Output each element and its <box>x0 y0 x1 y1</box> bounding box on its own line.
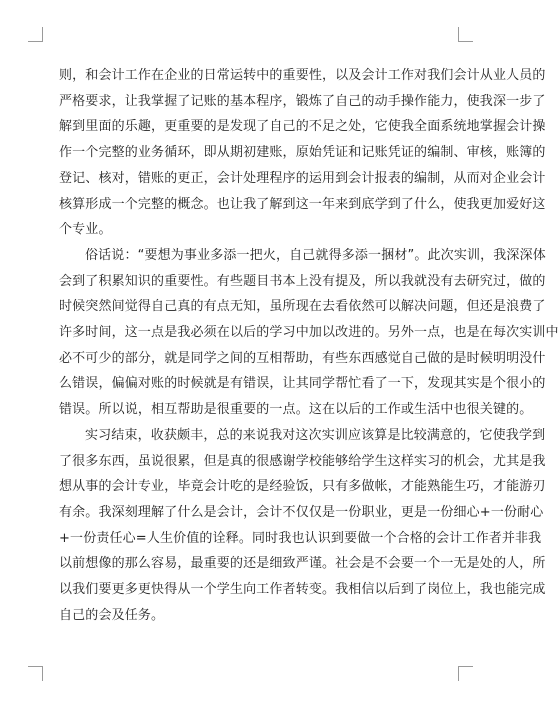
text-line: 核算形成一个完整的概念。也让我了解到这一年来到底学到了什么，使我更加爱好这 <box>59 196 546 212</box>
text-line: 实习结束，收获颇丰，总的来说我对这次实训应该算是比较满意的，它使我学到 <box>85 427 546 443</box>
paragraph-3 <box>59 423 546 629</box>
text-line: 时候突然间觉得自己真的有点无知，虽所现在去看依然可以解决问题，但还是浪费了 <box>59 299 546 315</box>
text-line: 了很多东西，虽说很累，但是真的很感谢学校能够给学生这样实习的机会，尤其是我 <box>59 453 546 469</box>
text-line: 许多时间，这一点是我必须在以后的学习中加以改进的。另外一点，也是在每次实训中 <box>59 325 559 341</box>
body-text <box>59 63 559 628</box>
text-line: 必不可少的部分，就是同学之间的互相帮助，有些东西感觉自己做的是时候明明没什 <box>59 350 546 366</box>
paragraph-2 <box>59 243 559 423</box>
text-line: 有余。我深刻理解了什么是会计，会计不仅仅是一份职业，更是一份细心+一份耐心 <box>59 504 544 520</box>
text-line: 个专业。 <box>59 222 112 238</box>
text-line: 登记、核对，错账的更正，会计处理程序的运用到会计报表的编制，从而对企业会计 <box>59 170 546 186</box>
text-line: 则，和会计工作在企业的日常运转中的重要性，以及会计工作对我们会计从业人员的 <box>59 68 546 83</box>
text-line: 错误。所以说，相互帮助是很重要的一点。这在以后的工作或生活中也很关键的。 <box>59 402 533 418</box>
text-line: 么错误，偏偏对账的时候就是有错误，让其同学帮忙看了一下，发现其实是个很小的 <box>59 376 546 392</box>
text-line: 严格要求，让我掌握了记账的基本程序，锻炼了自己的动手操作能力，使我深一步了 <box>59 93 546 109</box>
text-line: 作一个完整的业务循环，即从期初建账，原始凭证和记账凭证的编制、审核，账簿的 <box>59 145 546 161</box>
text-line: 想从事的会计专业，毕竟会计吃的是经验饭，只有多做帐，才能熟能生巧，才能游刃 <box>59 479 546 495</box>
crop-mark-bottom-right <box>458 666 473 681</box>
crop-mark-top-left <box>28 27 43 42</box>
text-line: 解到里面的乐趣，更重要的是发现了自己的不足之处，它使我全面系统地掌握会计操 <box>59 119 546 135</box>
crop-mark-top-right <box>458 27 473 42</box>
crop-mark-bottom-left <box>28 666 43 681</box>
text-line: 以我们要更多更快得从一个学生向工作者转变。我相信以后到了岗位上，我也能完成 <box>59 582 546 598</box>
text-line: 自己的会及任务。 <box>59 607 165 623</box>
text-line: 会到了积累知识的重要性。有些题目书本上没有提及，所以我就没有去研究过，做的 <box>59 273 546 289</box>
text-line: 俗话说：“要想为事业多添一把火，自己就得多添一捆材”。此次实训，我深深体 <box>85 247 546 263</box>
text-line: +一份责任心=人生价值的诠释。同时我也认识到要做一个合格的会计工作者并非我 <box>59 530 542 546</box>
paragraph-1 <box>59 63 546 243</box>
text-line: 以前想像的那么容易，最重要的还是细致严谨。社会是不会要一个一无是处的人，所 <box>59 556 546 572</box>
